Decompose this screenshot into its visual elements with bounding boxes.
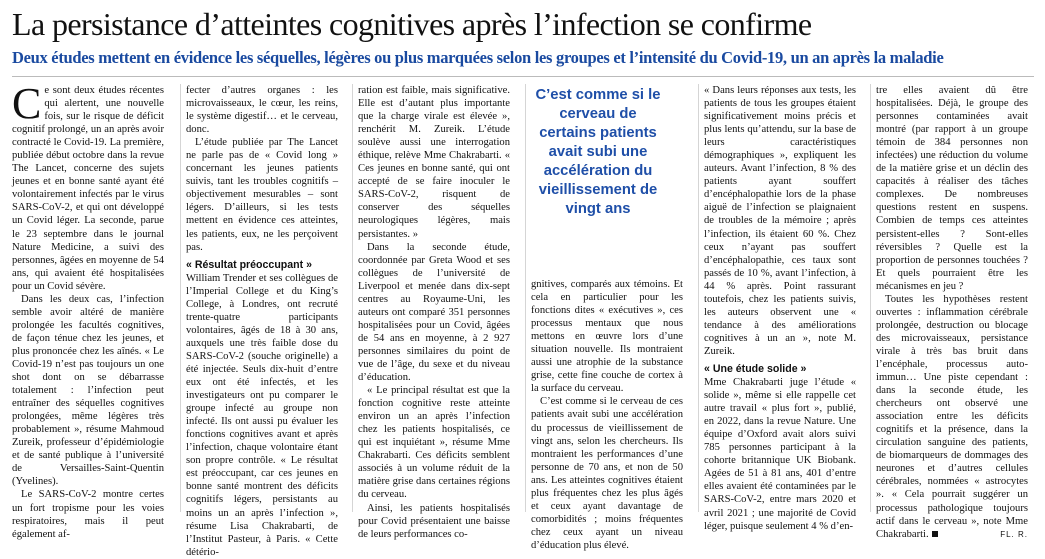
headline: La persistance d’atteintes cognitives après l’infection se confirme — [12, 6, 812, 42]
article-column-4 — [531, 278, 683, 551]
paragraph: William Trender et ses collègues de l’Imperial College et du King’s College, à Londres, ont recruté trente-quatre participants volontaires, âgés de 18 à 30 ans, auxquels une très faible dose du SARS-CoV-2 (souche originelle) a été injectée. Seuls dix-huit d’entre eux ont été infectés, et les investigateurs ont pu comparer le groupe infecté au groupe non infecté. Ils ont aussi pu évaluer les fonctions cognitives avant et après l’infection, chaque volontaire étant son propre contrôle. « Le résultat est préoccupant, car ces jeunes en bonne santé montrent des déficits cognitifs légers, persistants au moins un an après l’infection », résume Lisa Chakrabarti, de l’Institut Pasteur, à Paris. « Cette détério- — [186, 272, 338, 558]
header-rule — [12, 76, 1034, 77]
paragraph: gnitives, comparés aux témoins. Et cela en particulier pour les fonctions dites « exécutives », ces processus mentaux que nous mettons en œuvre lors d’une situation nouvelle. Ils montraient aussi une atrophie de la substance grise, cette fine couche de cortex à la surface du cerveau. — [531, 279, 683, 395]
column-separator — [870, 84, 871, 512]
paragraph: Dans la seconde étude, coordonnée par Greta Wood et ses collègues de l’université de Liverpool et menée dans dix-sept centres au Royaume-Uni, les auteurs ont comparé 351 personnes hospitalisées pour un Covid, âgées de 54 ans en moyenne, à 2 927 personnes similaires du point de vue de l’âge, du sexe et du niveau d’éducation. — [358, 241, 510, 384]
paragraph: tre elles avaient dû être hospitalisées. Déjà, le groupe des personnes contaminées avait montré (par rapport à un groupe témoin de 384 personnes non infectées) une réduction du volume de la matière grise et un déclin des capacités à réaliser des tâches complexes. De nombreuses questions restent en suspens. Combien de temps ces atteintes persistent-elles ? Sont-elles réversibles ? Quelle est la proportion de personnes touchées ? Et quels pourraient être les mécanismes en jeu ? — [876, 85, 1028, 292]
column-separator — [525, 84, 526, 512]
column-separator — [180, 84, 181, 512]
paragraph: fecter d’autres organes : les microvaisseaux, le cœur, les reins, le système digestif… et le cerveau, donc. — [186, 85, 338, 136]
paragraph: « Dans leurs réponses aux tests, les patients de tous les groupes étaient significativement moins précis et plus lents qu’attendu, sur la base de leurs caractéristiques démographiques », expliquent les auteurs. Avant l’infection, 8 % des patients ayant souffert d’encéphalopathie lors de la phase aiguë de l’infection se plaignaient de troubles de la mémoire ; après l’infection, ils étaient 60 %. Chez ceux n’ayant pas souffert d’encéphalopathie, ces taux sont passés de 10 %, avant l’infection, à 44 % après. Point rassurant toutefois, chez les patients suivis, les auteurs observent une « tendance à des améliorations cognitives à un an », note M. Zureik. — [704, 85, 856, 357]
intertitle-une-etude-solide: « Une étude solide » — [704, 362, 807, 375]
article-column-1 — [12, 79, 164, 540]
intertitle-resultat-preoccupant: « Résultat préoccupant » — [186, 258, 312, 271]
paragraph: « Le principal résultat est que la fonction cognitive reste atteinte environ un an après l’infection chez les patients hospitalisés, ce qui est inquiétant », résume Mme Chakrabarti. Ces déficits semblent associés à un volume réduit de la matière grise dans certaines régions du cerveau. — [358, 385, 510, 501]
pull-quote: C’est comme si le cerveau de certains patients avait subi une accélération du vieillissement de vingt ans — [535, 87, 661, 217]
article-column-2 — [186, 84, 338, 558]
paragraph: Dans les deux cas, l’infection semble avoir altéré de manière prolongée les facultés cognitives, de façon ténue chez les jeunes, et plus prononcée chez les aînés. « Le Covid-19 n’est pas toujours un one shot dont on se débarrasse totalement : l’infection peut entraîner des séquelles cognitives prolongées, même légères très probablement », résume Mahmoud Zureik, professeur d’épidémiologie et de santé publique à l’université de Versailles-Saint-Quentin (Yvelines). — [12, 293, 164, 488]
article-column-3 — [358, 84, 510, 540]
paragraph: L’étude publiée par The Lancet ne parle pas de « Covid long » concernant les jeunes patients suivis, tant les troubles cognitifs – objectivement mesurables – sont légers. D’ailleurs, si les tests mettent en évidence ces atteintes, les patients, eux, ne les perçoivent pas. — [186, 137, 338, 253]
paragraph: Mme Chakrabarti juge l’étude « solide », même si elle rappelle cet autre travail « plus fort », publié, en 2022, dans la revue Nature. Une équipe d’Oxford avait alors suivi 785 personnes participant à la cohorte britannique UK Biobank. Agées de 51 à 81 ans, 401 d’entre elles avaient été contaminées par le SARS-CoV-2, entre mars 2020 et avril 2021 ; une majorité de Covid léger, puisque seulement 4 % d’en- — [704, 377, 856, 532]
article-column-6 — [876, 84, 1028, 540]
author-signature: FL. R. — [1000, 529, 1028, 539]
column-separator — [352, 84, 353, 512]
article-column-5 — [704, 84, 856, 532]
column-separator — [698, 84, 699, 512]
dropcap: C — [12, 79, 42, 128]
lead-paragraph: Ce sont deux études récentes qui alertent, une nouvelle fois, sur le risque de déficit cognitif prolongé, un an après avoir contracté le Covid-19. La première, publiée début octobre dans la revue The Lancet, concerne des sujets jeunes et en bonne santé ayant été volontairement infectés par le virus SARS-CoV-2, et qui ont développé un Covid léger. La seconde, parue le 23 septembre dans le journal Nature Medicine, a suivi des personnes, âgées en moyenne de 54 ans, qui avaient été hospitalisées pour un Covid sévère. — [12, 79, 164, 292]
paragraph: Le SARS-CoV-2 montre certes un fort tropisme pour les voies respiratoires, mais il peut également af- — [12, 489, 164, 540]
subheadline: Deux études mettent en évidence les séquelles, légères ou plus marquées selon les groupes et l’intensité du Covid-19, un an après la maladie — [12, 48, 944, 67]
paragraph: C’est comme si le cerveau de ces patients avait subi une accélération du processus de vieillissement de vingt ans, selon les chercheurs. Ils montraient les performances d’une personne de 70 ans, et non de 50 ans. Les atteintes cognitives étaient plus fréquentes chez les plus âgés et ceux ayant davantage de comorbidités ; moins fréquentes chez ceux ayant un niveau d’éducation plus élevé. — [531, 396, 683, 551]
paragraph: Toutes les hypothèses restent ouvertes : inflammation cérébrale prolongée, destruction ou blocage des microvaisseaux, persistance virale à très bas bruit dans l’encéphale, processus auto-immun… Une piste cependant : dans la seconde étude, les chercheurs ont observé une association entre les déficits cognitifs et la présence, dans la circulation sanguine des patients, de biomarqueurs de dommages des neurones et d’autres cellules cérébrales, nommées « astrocytes ». « Cela pourrait suggérer un processus pathologique toujours actif dans le cerveau », note Mme Chakrabarti. FL. R. — [876, 293, 1028, 540]
paragraph: Ainsi, les patients hospitalisés pour Covid présentaient une baisse de leurs performances co- — [358, 502, 510, 540]
end-of-article-mark — [932, 531, 938, 537]
paragraph: ration est faible, mais significative. Elle est d’autant plus importante que la charge virale est élevée », renchérit M. Zureik. L’étude soulève aussi une interrogation éthique, relève Mme Chakrabarti. « Ces jeunes en bonne santé, qui ont accepté de se faire inoculer le SARS-CoV-2, risquent de conserver des séquelles neurologiques légères, mais persistantes. » — [358, 85, 510, 240]
